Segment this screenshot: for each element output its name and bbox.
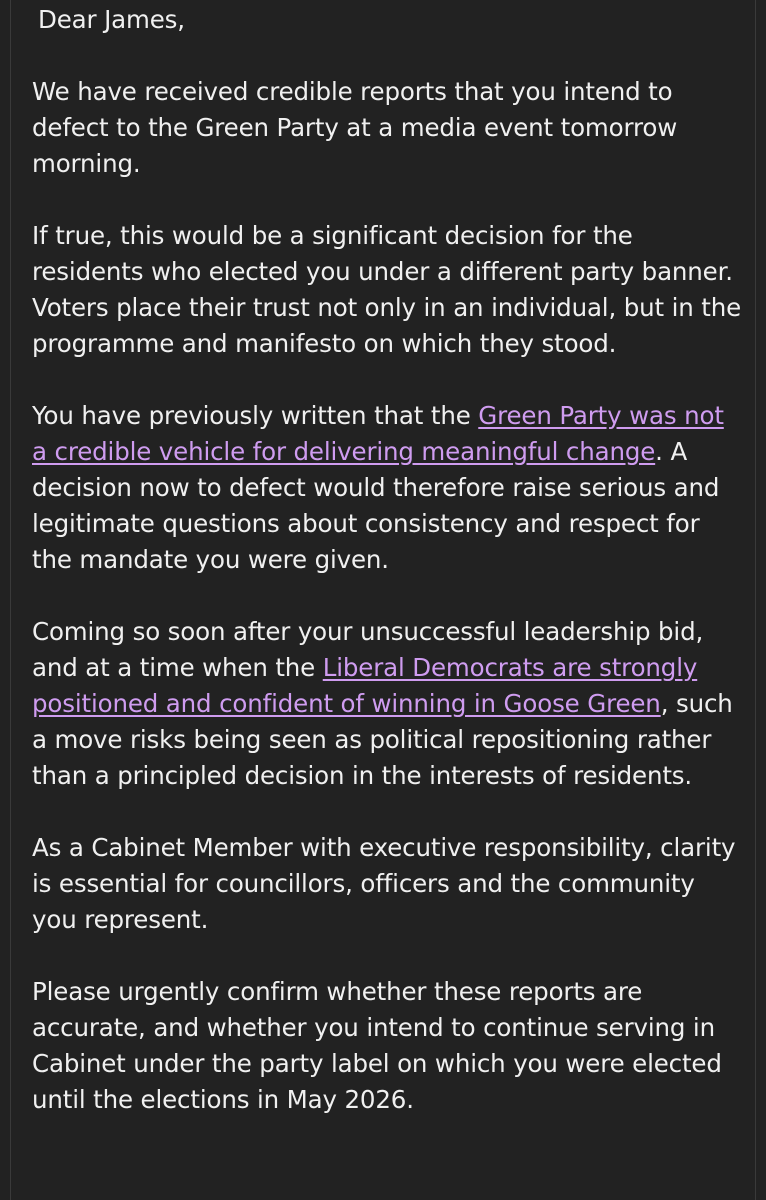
email-paragraph-6: Please urgently confirm whether these reports are accurate, and whether you intend to continue serving in Cabinet under the party label on which you were elected until the elections in May 2026. — [32, 977, 722, 1114]
email-greeting: Dear James, — [38, 5, 185, 34]
paragraph-4-text-before-link: Coming so soon after your unsuccessful leadership bid, and at a time when the — [32, 617, 704, 682]
green-party-quote-link[interactable]: Green Party was not a credible vehicle for delivering meaningful change — [32, 401, 724, 466]
email-paragraph-5: As a Cabinet Member with executive responsibility, clarity is essential for councillors, officers and the community you represent. — [32, 833, 736, 934]
email-body — [32, 2, 744, 1154]
paragraph-3-text-after-link: . A decision now to defect would therefore raise serious and legitimate questions about consistency and respect for the mandate you were given. — [32, 437, 720, 574]
email-paragraph-3 — [32, 398, 744, 578]
paragraph-4-text-after-link: , such a move risks being seen as political repositioning rather than a principled decision in the interests of residents. — [32, 689, 733, 790]
email-paragraph-2: If true, this would be a significant decision for the residents who elected you under a different party banner. Voters place their trust not only in an individual, but in the programme and manifesto on which they stood. — [32, 221, 742, 358]
email-paragraph-1: We have received credible reports that you intend to defect to the Green Party at a media event tomorrow morning. — [32, 77, 678, 178]
paragraph-3-text-before-link: You have previously written that the — [32, 401, 479, 430]
liberal-democrats-goose-green-link[interactable]: Liberal Democrats are strongly positioned and confident of winning in Goose Green — [32, 653, 698, 718]
email-paragraph-4 — [32, 614, 744, 794]
